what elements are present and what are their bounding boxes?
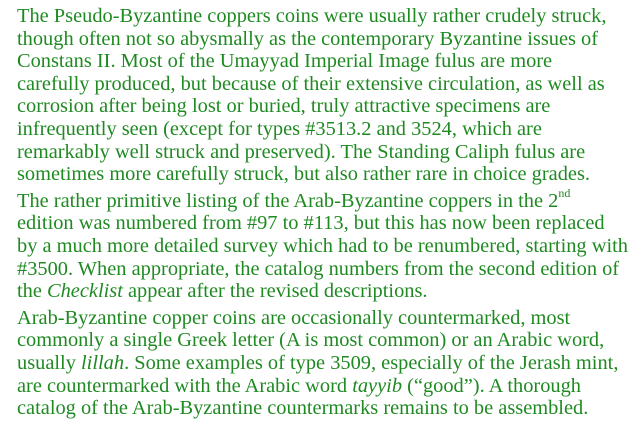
document-page <box>17 5 629 420</box>
paragraph-text: edition was numbered from #97 to #113, but this has now been replaced by a much more detailed survey which had to be renumbered, starting with #3500. When appropriate, the catalog numbers from the second edition of the <box>17 212 628 303</box>
arabic-word-lillah: lillah <box>81 351 125 374</box>
book-title-checklist: Checklist <box>47 280 123 303</box>
paragraph-pseudo-byzantine-coppers <box>17 5 629 186</box>
paragraph-text: Arab-Byzantine copper coins are occasionally countermarked, most commonly a single Greek letter (A is most common) or an Arabic word, usually <box>17 306 605 374</box>
paragraph-text: (“good”). A thorough catalog of the Arab-Byzantine countermarks remains to be assembled. <box>17 374 589 420</box>
paragraph-catalog-listing <box>17 185 629 303</box>
paragraph-text: appear after the revised descriptions. <box>122 280 428 303</box>
paragraph-text: The rather primitive listing of the Arab-Byzantine coppers in the 2 <box>17 189 559 212</box>
ordinal-superscript: nd <box>558 185 571 200</box>
arabic-word-tayyib: tayyib <box>352 374 403 397</box>
paragraph-text: . Some examples of type 3509, especially of the Jerash mint, are countermarked with the Arabic word <box>17 351 619 397</box>
paragraph-text: The Pseudo-Byzantine coppers coins were usually rather crudely struck, though often not so abysmally as the contemporary Byzantine issues of Constans II. Most of the Umayyad Imperial Image fulus are more carefully produced, but because of their extensive circulation, as well as corrosion after being lost or buried, truly attractive specimens are infrequently seen (except for types #3513.2 and 3524, which are remarkably well struck and preserved). The Standing Caliph fulus are sometimes more carefully struck, but also rather rare in choice grades. <box>17 5 607 186</box>
paragraph-countermarks <box>17 307 629 420</box>
